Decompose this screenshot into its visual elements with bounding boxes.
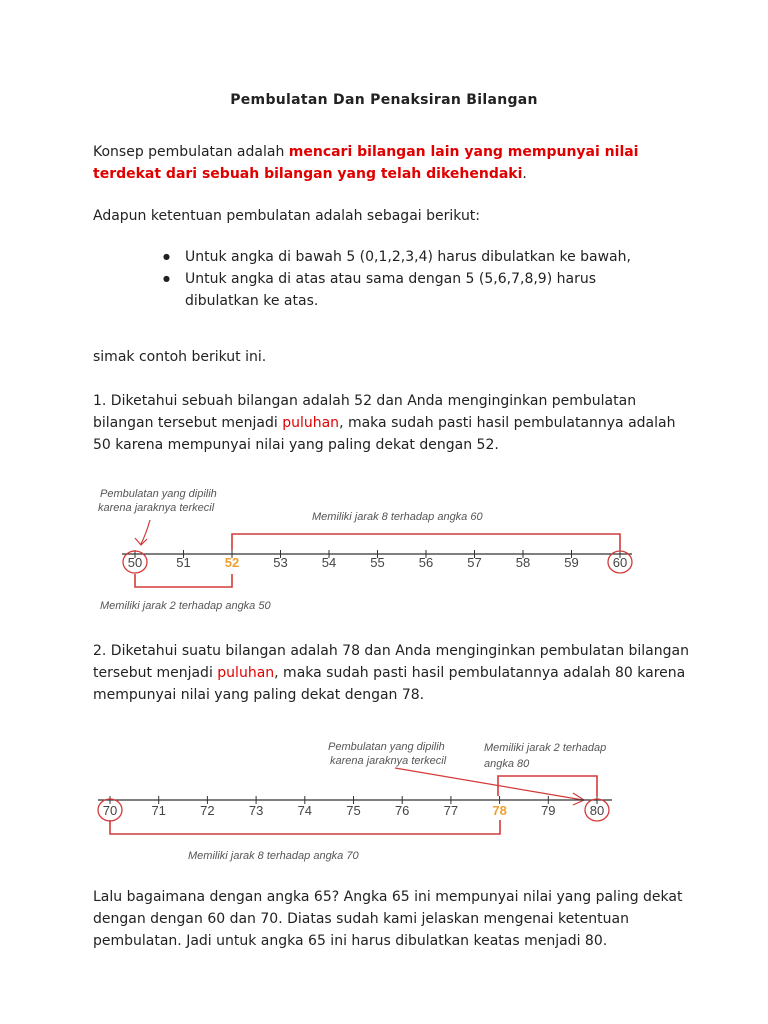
nl2-note-chosen-1: Pembulatan yang dipilih xyxy=(328,741,445,753)
example1-after: , maka sudah pasti hasil pembulatannya adalah 50 karena mempunyai nilai yang paling dekat dengan 52. xyxy=(93,415,676,453)
number-label: 77 xyxy=(443,803,459,818)
nl1-note-near: Memiliki jarak 2 terhadap angka 50 xyxy=(100,600,271,612)
number-label: 50 xyxy=(127,555,143,570)
nl1-pointer-arrow xyxy=(135,520,150,545)
number-label: 55 xyxy=(370,555,385,570)
number-label: 57 xyxy=(467,555,482,570)
rules-list xyxy=(163,246,643,312)
example2-highlight: puluhan xyxy=(217,665,275,681)
number-label: 78 xyxy=(492,803,507,818)
nl1-note-chosen-1: Pembulatan yang dipilih xyxy=(100,488,217,500)
number-label: 75 xyxy=(346,803,361,818)
example1-highlight: puluhan xyxy=(282,415,340,431)
page-title: Pembulatan Dan Penaksiran Bilangan xyxy=(230,92,538,108)
number-label: 80 xyxy=(589,803,605,818)
number-label: 79 xyxy=(541,803,556,818)
intro-highlight: mencari bilangan lain yang mempunyai nilai terdekat dari sebuah bilangan yang telah dikehendaki xyxy=(93,144,639,182)
nl1-bracket-near xyxy=(135,574,232,587)
number-label: 76 xyxy=(394,803,410,818)
intro-paragraph xyxy=(93,141,693,185)
number-label: 52 xyxy=(224,555,240,570)
example1-paragraph xyxy=(93,390,693,456)
number-label: 70 xyxy=(102,803,118,818)
nl2-bracket-far xyxy=(110,820,500,834)
number-label: 56 xyxy=(418,555,434,570)
rule-item: ● Untuk angka di atas atau sama dengan 5 (5,6,7,8,9) harus dibulatkan ke atas. xyxy=(163,268,643,312)
number-label: 72 xyxy=(200,803,215,818)
number-label: 59 xyxy=(564,555,579,570)
nl2-note-near-2: angka 80 xyxy=(484,758,530,770)
examples-intro: simak contoh berikut ini. xyxy=(93,349,267,365)
nl1-note-far: Memiliki jarak 8 terhadap angka 60 xyxy=(312,511,483,523)
rule-item: ● Untuk angka di bawah 5 (0,1,2,3,4) harus dibulatkan ke bawah, xyxy=(163,246,643,268)
number-line-2 xyxy=(0,720,768,870)
number-label: 71 xyxy=(151,803,166,818)
example1-before: 1. Diketahui sebuah bilangan adalah 52 dan Anda menginginkan pembulatan bilangan tersebut menjadi xyxy=(93,393,637,431)
number-label: 60 xyxy=(612,555,628,570)
example2-before: 2. Diketahui suatu bilangan adalah 78 dan Anda menginginkan pembulatan bilangan tersebut menjadi xyxy=(93,643,689,681)
conclusion-paragraph: Lalu bagaimana dengan angka 65? Angka 65 ini mempunyai nilai yang paling dekat dengan dengan 60 dan 70. Diatas sudah kami jelaskan mengenai ketentuan pembulatan. Jadi untuk angka 65 ini harus dibulatkan keatas menjadi 80. xyxy=(93,889,683,949)
example2-after: , maka sudah pasti hasil pembulatannya adalah 80 karena mempunyai nilai yang paling dekat dengan 78. xyxy=(93,665,686,703)
nl2-note-far: Memiliki jarak 8 terhadap angka 70 xyxy=(188,850,359,862)
number-label: 74 xyxy=(297,803,313,818)
number-label: 54 xyxy=(321,555,337,570)
number-line-1 xyxy=(0,470,768,620)
number-label: 73 xyxy=(248,803,264,818)
nl2-note-near-1: Memiliki jarak 2 terhadap xyxy=(484,742,607,754)
example2-paragraph xyxy=(93,640,693,706)
number-label: 51 xyxy=(176,555,191,570)
rules-heading: Adapun ketentuan pembulatan adalah sebagai berikut: xyxy=(93,208,481,224)
nl2-bracket-near xyxy=(498,776,597,796)
number-label: 53 xyxy=(273,555,288,570)
nl1-bracket-far xyxy=(232,534,620,550)
nl2-note-chosen-2: karena jaraknya terkecil xyxy=(330,755,447,767)
intro-prefix: Konsep pembulatan adalah xyxy=(93,144,289,160)
number-label: 58 xyxy=(515,555,531,570)
nl1-note-chosen-2: karena jaraknya terkecil xyxy=(98,502,215,514)
intro-suffix: . xyxy=(522,166,527,182)
